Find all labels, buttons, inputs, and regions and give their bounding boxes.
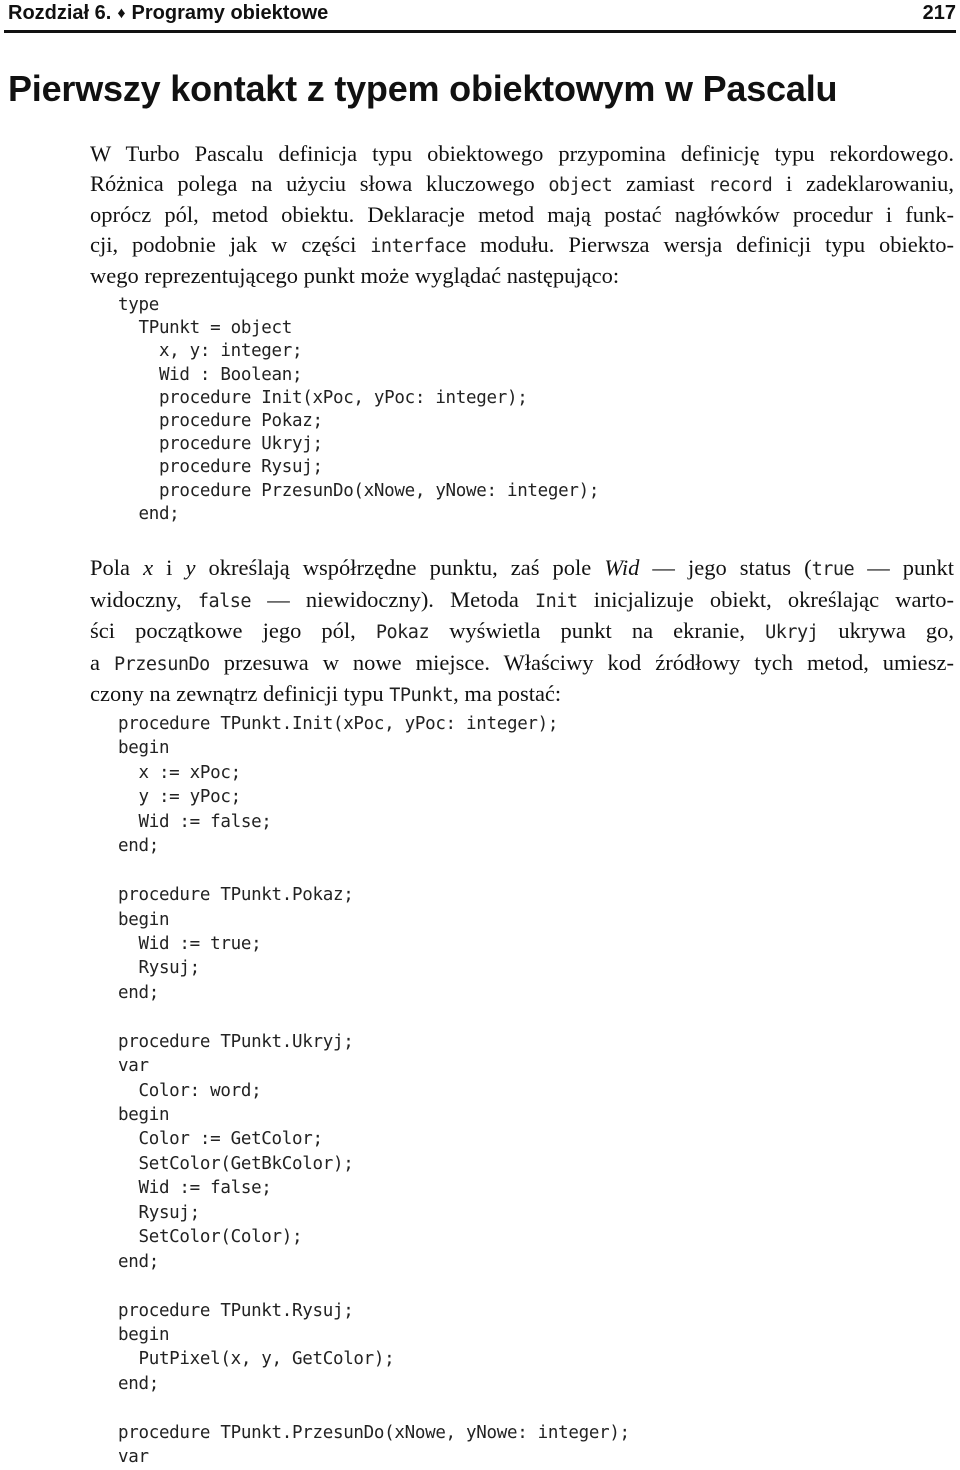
code-line: end;	[118, 1373, 159, 1394]
code-line: PutPixel(x, y, GetColor);	[118, 1349, 395, 1370]
code-line: begin	[118, 738, 170, 759]
paragraph-line: czony na zewnątrz definicji typu TPunkt, ma postać:	[90, 681, 562, 706]
code-line: procedure Ukryj;	[118, 434, 323, 455]
code-line: begin	[118, 909, 170, 930]
inline-code: false	[197, 590, 252, 612]
chapter-label: Rozdział 6.	[8, 2, 112, 24]
paragraph-intro	[90, 139, 954, 291]
code-line: procedure PrzesunDo(xNowe, yNowe: integer);	[118, 480, 600, 501]
code-line: Rysuj;	[118, 958, 200, 979]
code-line: x, y: integer;	[118, 341, 303, 362]
paragraph-line: wego reprezentującego punkt może wyglądać następująco:	[90, 263, 620, 288]
code-line: begin	[118, 1324, 170, 1345]
chapter-title: Programy obiektowe	[131, 2, 329, 24]
code-line: Color := GetColor;	[118, 1129, 323, 1150]
inline-code: Init	[535, 590, 578, 612]
code-line: Wid := true;	[118, 933, 262, 954]
running-header	[4, 0, 956, 28]
code-line: Wid := false;	[118, 1178, 272, 1199]
code-line: procedure TPunkt.Init(xPoc, yPoc: integer);	[118, 714, 559, 734]
code-line: Wid := false;	[118, 811, 272, 832]
inline-code: PrzesunDo	[114, 653, 210, 675]
code-line: TPunkt = object	[118, 318, 293, 339]
chapter-heading	[8, 2, 328, 25]
paragraph-line: ści początkowe jego pól, Pokaz wyświetla punkt na ekranie, Ukryj ukrywa go,	[90, 618, 955, 643]
inline-code: true	[811, 559, 855, 580]
paragraph-line: cji, podobnie jak w części interface modułu. Pierwsza wersja definicji typu obiekto-	[90, 231, 955, 257]
inline-code: record	[708, 174, 773, 196]
code-line: begin	[118, 1105, 170, 1125]
code-line: end;	[118, 503, 180, 524]
code-line: end;	[118, 836, 159, 857]
code-line: x := xPoc;	[118, 762, 241, 783]
code-line	[118, 1274, 630, 1298]
code-line: SetColor(GetBkColor);	[118, 1153, 354, 1174]
code-line	[118, 1396, 630, 1420]
code-line: SetColor(Color);	[118, 1227, 303, 1248]
inline-code: interface	[370, 235, 467, 257]
code-line: end;	[118, 982, 159, 1003]
code-line: procedure Init(xPoc, yPoc: integer);	[118, 387, 528, 408]
code-line	[118, 1005, 630, 1029]
section-title: Pierwszy kontakt z typem obiektowym w Pascalu	[8, 68, 838, 109]
inline-code: TPunkt	[389, 685, 454, 706]
paragraph-line: Różnica polega na użyciu słowa kluczowego object zamiast record i zadeklarowaniu,	[90, 170, 954, 196]
code-line: procedure TPunkt.Rysuj;	[118, 1300, 354, 1321]
inline-code: Ukryj	[765, 622, 819, 643]
code-line: y := yPoc;	[118, 787, 241, 808]
code-line: Wid : Boolean;	[118, 364, 303, 385]
code-listing-methods	[118, 712, 630, 1470]
code-line: end;	[118, 1251, 159, 1272]
code-line	[118, 859, 630, 883]
code-line: Color: word;	[118, 1080, 262, 1101]
code-listing-type-definition	[118, 294, 599, 526]
code-line: procedure Pokaz;	[118, 410, 323, 431]
code-line: procedure TPunkt.Pokaz;	[118, 885, 354, 906]
header-rule	[4, 30, 956, 33]
code-line: procedure TPunkt.Ukryj;	[118, 1031, 354, 1052]
code-line: procedure TPunkt.PrzesunDo(xNowe, yNowe: integer);	[118, 1422, 630, 1443]
page-number: 217	[922, 2, 956, 24]
paragraph-line: a PrzesunDo przesuwa w nowe miejsce. Właściwy kod źródłowy tych metod, umiesz-	[90, 649, 955, 675]
code-line: type	[118, 295, 159, 315]
paragraph-line: W Turbo Pascalu definicja typu obiektowego przypomina definicję typu rekordowego.	[90, 141, 954, 166]
paragraph-line: widoczny, false — niewidoczny). Metoda Init inicjalizuje obiekt, określając warto-	[90, 586, 954, 612]
paragraph-line: Pola x i y określają współrzędne punktu, zaś pole Wid — jego status (true — punkt	[90, 555, 955, 580]
code-line: var	[118, 1056, 149, 1077]
inline-code: object	[548, 174, 613, 196]
code-line: Rysuj;	[118, 1202, 200, 1223]
paragraph-fields	[90, 553, 954, 711]
paragraph-line: oprócz pól, metod obiektu. Deklaracje metod mają postać nagłówków procedur i funk-	[90, 202, 954, 227]
diamond-icon: ♦	[117, 5, 126, 22]
code-line: procedure Rysuj;	[118, 457, 323, 478]
inline-code: Pokaz	[375, 622, 430, 643]
code-line: var	[118, 1447, 149, 1468]
